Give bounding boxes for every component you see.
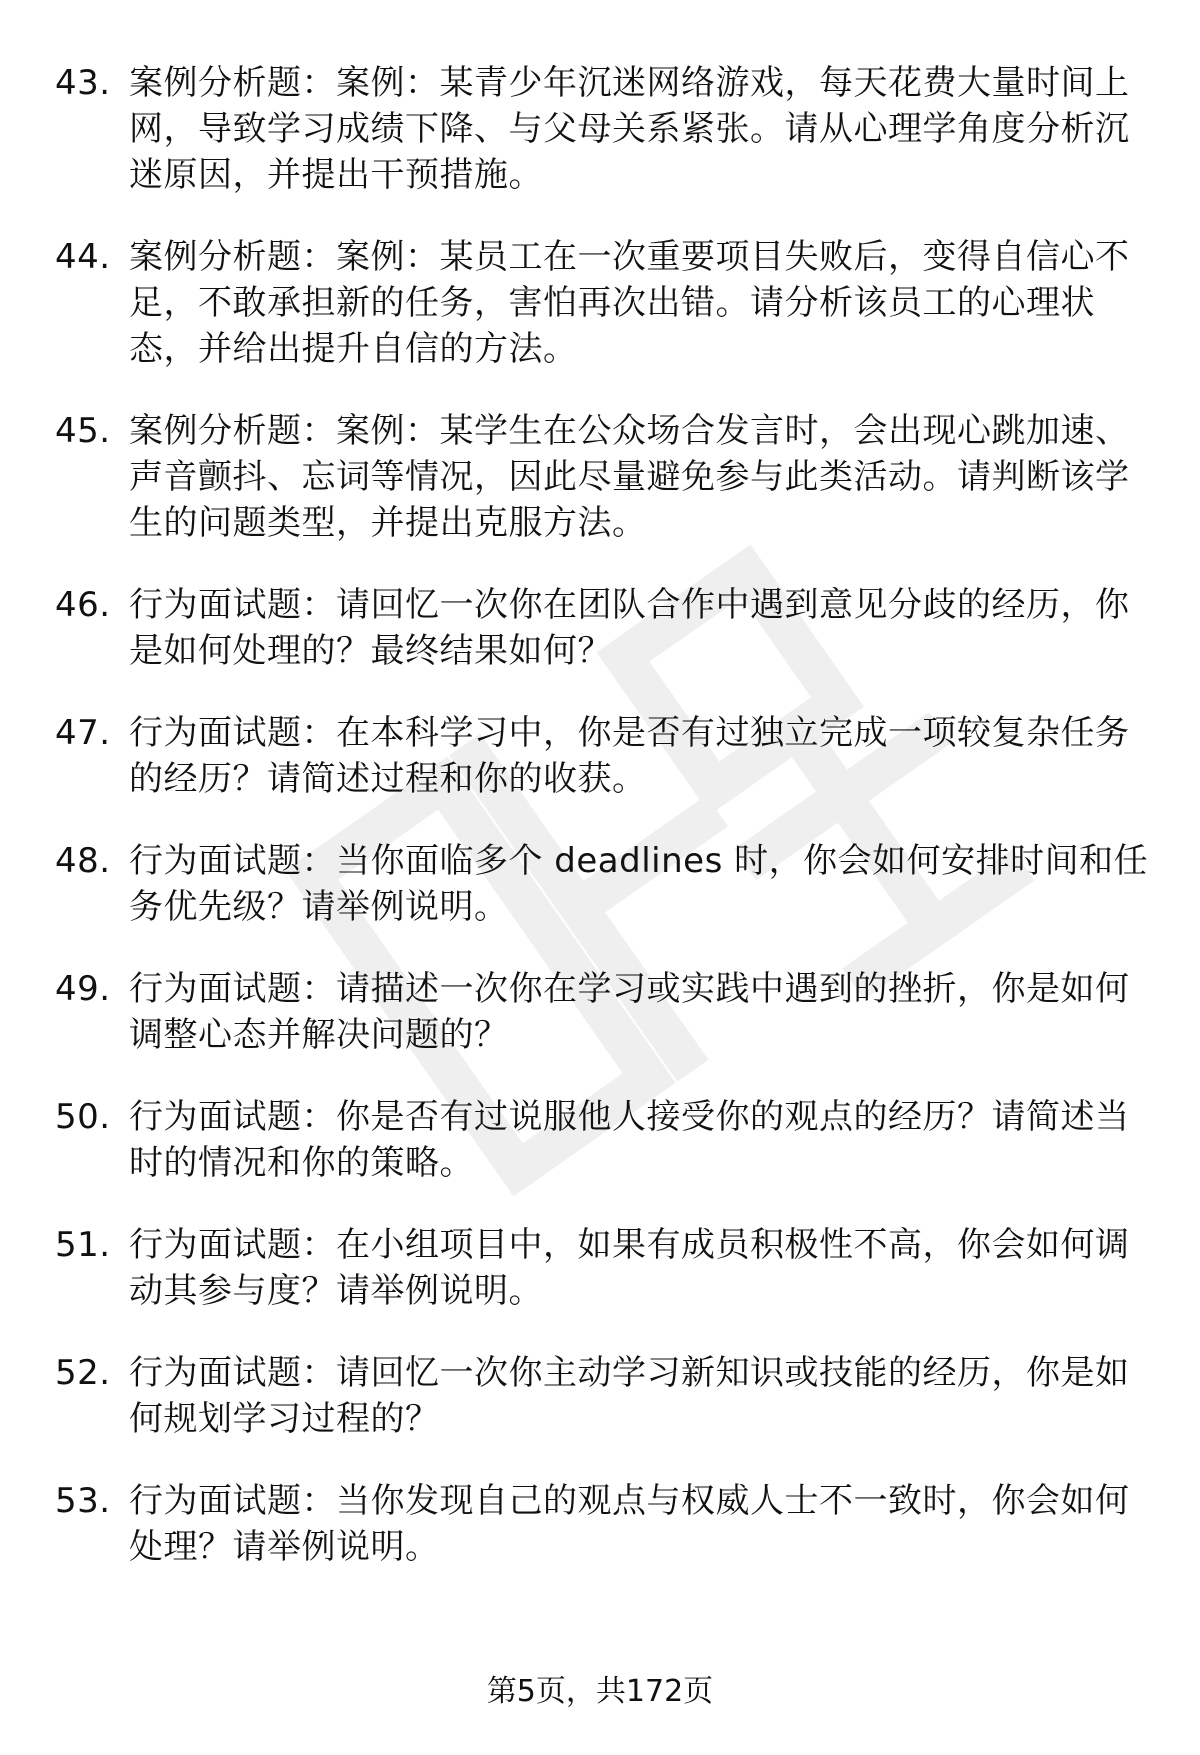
question-number: 53. [55,1481,111,1521]
list-item [55,1094,1155,1186]
list-item [55,234,1155,372]
question-text: 行为面试题：在本科学习中，你是否有过独立完成一项较复杂任务的经历？请简述过程和你的收获。 [129,713,1130,799]
question-text: 行为面试题：请描述一次你在学习或实践中遇到的挫折，你是如何调整心态并解决问题的？ [129,969,1130,1055]
question-text: 行为面试题：当你面临多个 deadlines 时，你会如何安排时间和任务优先级？请举例说明。 [129,841,1149,927]
question-text: 行为面试题：当你发现自己的观点与权威人士不一致时，你会如何处理？请举例说明。 [129,1481,1130,1567]
list-item [55,60,1155,198]
question-number: 43. [55,63,111,103]
list-item [55,1350,1155,1442]
list-item [55,408,1155,546]
list-item [55,1222,1155,1314]
list-item [55,838,1155,930]
question-number: 47. [55,713,111,753]
question-number: 50. [55,1097,111,1137]
question-number: 48. [55,841,111,881]
question-text: 案例分析题：案例：某员工在一次重要项目失败后，变得自信心不足，不敢承担新的任务，害怕再次出错。请分析该员工的心理状态，并给出提升自信的方法。 [129,237,1130,369]
question-number: 45. [55,411,111,451]
question-text: 行为面试题：你是否有过说服他人接受你的观点的经历？请简述当时的情况和你的策略。 [129,1097,1130,1183]
question-number: 46. [55,585,111,625]
question-number: 49. [55,969,111,1009]
list-item [55,710,1155,802]
question-list [55,60,1155,1606]
question-number: 52. [55,1353,111,1393]
page-footer: 第5页，共172页 [486,1674,714,1709]
question-number: 51. [55,1225,111,1265]
question-text: 行为面试题：在小组项目中，如果有成员积极性不高，你会如何调动其参与度？请举例说明。 [129,1225,1130,1311]
question-number: 44. [55,237,111,277]
list-item [55,1478,1155,1570]
question-text: 案例分析题：案例：某学生在公众场合发言时，会出现心跳加速、声音颤抖、忘词等情况，因此尽量避免参与此类活动。请判断该学生的问题类型，并提出克服方法。 [129,411,1130,543]
question-text: 行为面试题：请回忆一次你主动学习新知识或技能的经历，你是如何规划学习过程的？ [129,1353,1130,1439]
list-item [55,582,1155,674]
question-text: 行为面试题：请回忆一次你在团队合作中遇到意见分歧的经历，你是如何处理的？最终结果如何？ [129,585,1130,671]
list-item [55,966,1155,1058]
question-text: 案例分析题：案例：某青少年沉迷网络游戏，每天花费大量时间上网，导致学习成绩下降、与父母关系紧张。请从心理学角度分析沉迷原因，并提出干预措施。 [129,63,1130,195]
